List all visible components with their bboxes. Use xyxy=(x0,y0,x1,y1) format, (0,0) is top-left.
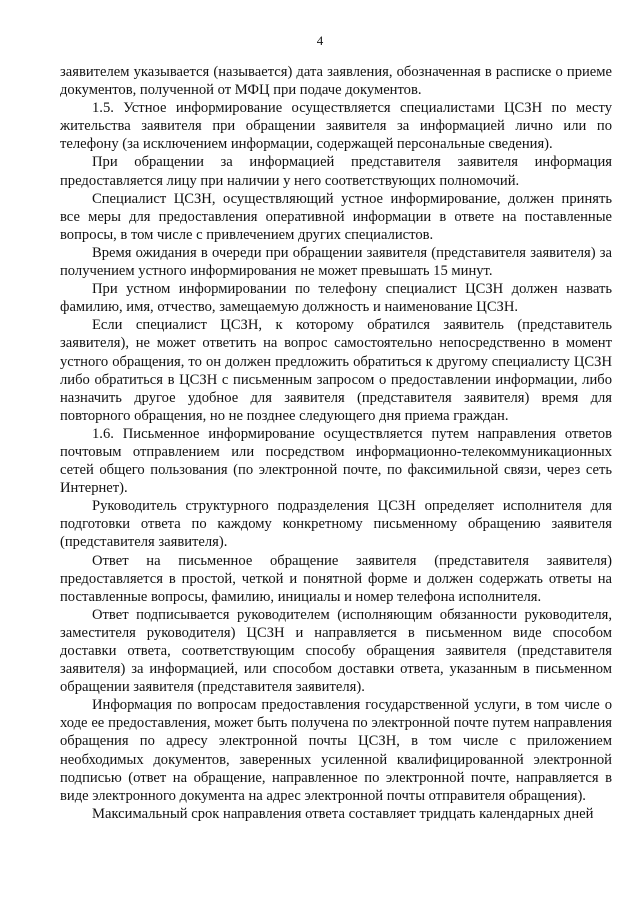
paragraph-waiting-time: Время ожидания в очереди при обращении заявителя (представителя заявителя) за получением устного информирования не может превышать 15 минут. xyxy=(60,244,612,280)
paragraph-phone-info: При устном информировании по телефону специалист ЦСЗН должен назвать фамилию, имя, отчество, замещаемую должность и наименование ЦСЗН. xyxy=(60,281,612,316)
page-number: 4 xyxy=(316,33,324,48)
paragraph-representative: При обращении за информацией представителя заявителя информация предоставляется лицу при наличии у него соответствующих полномочий. xyxy=(60,154,612,189)
paragraph-max-term: Максимальный срок направления ответа составляет тридцать календарных дней xyxy=(92,805,594,822)
paragraph-email-info: Информация по вопросам предоставления государственной услуги, в том числе о ходе ее предоставления, может быть получена по электронной почте путем направления обращения по адресу электронной почты ЦСЗН, в том числе с приложением необходимых документов, заверенных усиленной квалифицированной электронной подписью (ответ на обращение, направленное по электронной почте, направляется в виде электронного документа на адрес электронной почты отправителя обращения). xyxy=(60,697,612,804)
document-body xyxy=(60,63,612,823)
paragraph-cannot-answer: Если специалист ЦСЗН, к которому обратился заявитель (представитель заявителя), не может ответить на вопрос самостоятельно непосредственно в момент устного обращения, то он должен предложить обратиться к другому специалисту ЦСЗН либо обратиться в ЦСЗН с письменным запросом о предоставлении информации, либо назначить другое удобное для заявителя (представителя заявителя) время для повторного обращения, но не позднее следующего дня приема граждан. xyxy=(60,317,612,424)
paragraph-answer-signed: Ответ подписывается руководителем (исполняющим обязанности руководителя, заместителя руководителя) ЦСЗН и направляется в письменном виде способом доставки ответа, соответствующим способу обращения заявителя (представителя заявителя) за информацией, или способом доставки ответа, указанным в письменном обращении заявителя (представителя заявителя). xyxy=(60,606,612,696)
paragraph-1-5-oral-info: 1.5. Устное информирование осуществляется специалистами ЦСЗН по месту жительства заявителя при обращении заявителя за информацией лично или по телефону (за исключением информации, содержащей персональные сведения). xyxy=(60,100,612,153)
paragraph-specialist-measures: Специалист ЦСЗН, осуществляющий устное информирование, должен принять все меры для предоставления оперативной информации в ответе на поставленные вопросы, в том числе с привлечением других специалистов. xyxy=(60,190,612,243)
paragraph-continuation: заявителем указывается (называется) дата заявления, обозначенная в расписке о приеме документов, полученной от МФЦ при подаче документов. xyxy=(60,64,612,99)
paragraph-answer-form: Ответ на письменное обращение заявителя (представителя заявителя) предоставляется в простой, четкой и понятной форме и должен содержать ответы на поставленные вопросы, фамилию, инициалы и номер телефона исполнителя. xyxy=(60,552,612,605)
paragraph-head-assigns: Руководитель структурного подразделения ЦСЗН определяет исполнителя для подготовки ответа по каждому конкретному письменному обращению заявителя (представителя заявителя). xyxy=(60,498,612,551)
paragraph-1-6-written-info: 1.6. Письменное информирование осуществляется путем направления ответов почтовым отправлением или посредством информационно-телекоммуникационных сетей общего пользования (по электронной почте, по факсимильной связи, через сеть Интернет). xyxy=(60,425,612,497)
